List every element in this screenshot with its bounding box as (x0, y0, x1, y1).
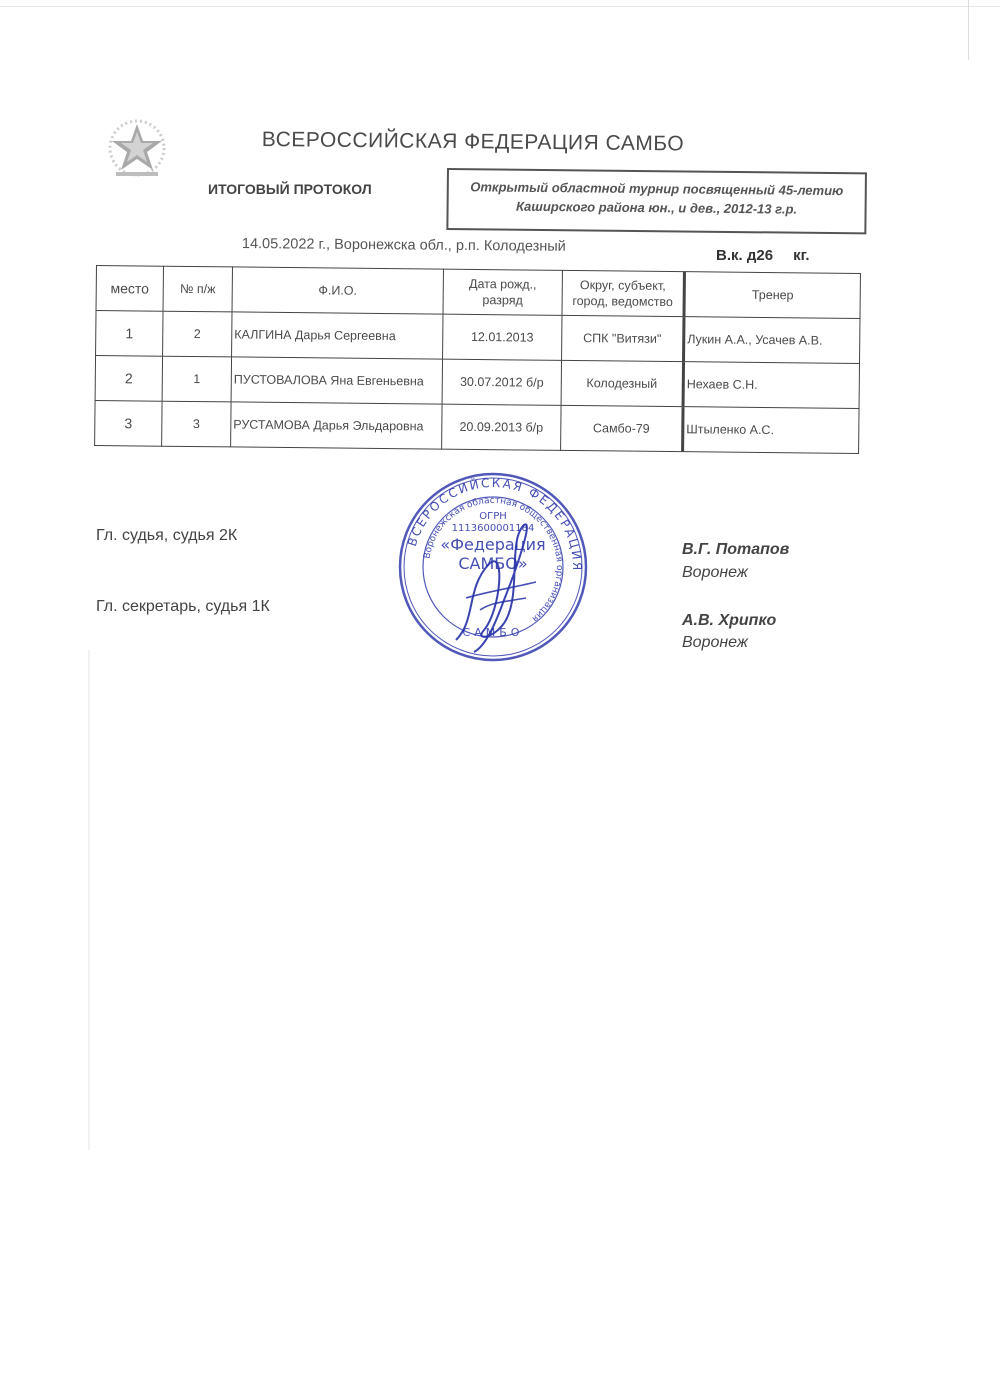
header-birth-line-2: разряд (482, 293, 523, 308)
stamp-name-line-2: САМБО» (458, 554, 528, 573)
chief-judge-name: В.Г. Потапов (682, 541, 790, 558)
table-row (95, 400, 859, 453)
header-org (562, 270, 684, 316)
organization-title: ВСЕРОССИЙСКАЯ ФЕДЕРАЦИЯ САМБО (261, 128, 685, 156)
cell-place: 2 (95, 356, 162, 402)
header-number: № п/ж (163, 266, 232, 312)
cell-org: Самбо-79 (561, 405, 683, 451)
cell-org: Колодезный (561, 360, 683, 406)
scan-edge-top (0, 6, 1000, 7)
chief-secretary-name: А.В. Хрипко (682, 612, 777, 629)
chief-judge-city: Воронеж (682, 564, 748, 581)
cell-number: 2 (163, 311, 232, 357)
weight-category (716, 247, 809, 264)
stamp-inner-text: Воронежская областная общественная организация (422, 495, 565, 624)
sambo-star-logo (96, 118, 178, 182)
header-name: Ф.И.О. (232, 267, 443, 314)
weight-value: В.к. д26 (716, 247, 774, 264)
stamp-outer-text: ВСЕРОССИЙСКАЯ ФЕДЕРАЦИЯ (404, 475, 585, 573)
cell-place: 3 (95, 400, 162, 446)
cell-birth: 20.09.2013 б/р (442, 404, 561, 450)
header-org-line-1: Округ, субъект, (579, 278, 666, 293)
header-coach: Тренер (684, 272, 860, 319)
chief-secretary-city: Воронеж (682, 634, 748, 651)
chief-judge-label: Гл. судья, судья 2К (96, 527, 238, 544)
event-title-box (446, 168, 867, 234)
header-org-line-2: город, ведомство (572, 293, 673, 310)
event-title (449, 177, 865, 219)
header-birth (443, 269, 562, 315)
weight-unit: кг. (793, 247, 810, 264)
results-table (94, 265, 861, 454)
stamp-bottom-text: САМБО (462, 626, 524, 639)
protocol-title: ИТОГОВЫЙ ПРОТОКОЛ (208, 181, 372, 197)
stamp-name-line-1: «Федерация (440, 535, 546, 554)
event-title-line-2: Каширского района юн., и дев., 2012-13 г.р. (516, 198, 798, 217)
cell-name: РУСТАМОВА Дарья Эльдаровна (231, 402, 442, 449)
cell-org: СПК "Витязи" (562, 315, 684, 361)
cell-coach: Лукин А.А., Усачев А.В. (684, 317, 860, 364)
cell-number: 1 (162, 356, 231, 402)
header-place: место (96, 266, 163, 312)
official-stamp (396, 470, 590, 664)
cell-coach: Нехаев С.Н. (683, 362, 859, 409)
cell-birth: 30.07.2012 б/р (442, 359, 561, 405)
chief-secretary-label: Гл. секретарь, судья 1К (96, 598, 270, 615)
cell-name: ПУСТОВАЛОВА Яна Евгеньевна (231, 357, 442, 404)
table-row (95, 356, 859, 409)
header-birth-line-1: Дата рожд., (468, 276, 537, 292)
date-place: 14.05.2022 г., Воронежска обл., р.п. Колодезный (241, 236, 566, 255)
event-title-line-1: Открытый областной турнир посвященный 45-летию (470, 179, 844, 199)
cell-name: КАЛГИНА Дарья Сергеевна (232, 312, 443, 359)
scan-edge-right (968, 0, 969, 60)
cell-birth: 12.01.2013 (443, 314, 562, 360)
cell-number: 3 (162, 401, 231, 447)
table-header-row (96, 266, 860, 319)
stamp-ogrn: 1113600001184 (451, 523, 535, 534)
table-row (96, 311, 860, 364)
scan-edge-left (88, 650, 90, 1150)
cell-place: 1 (96, 311, 163, 357)
stamp-ogrn-label: ОГРН (479, 511, 507, 522)
cell-coach: Штыленко А.С. (683, 407, 859, 454)
